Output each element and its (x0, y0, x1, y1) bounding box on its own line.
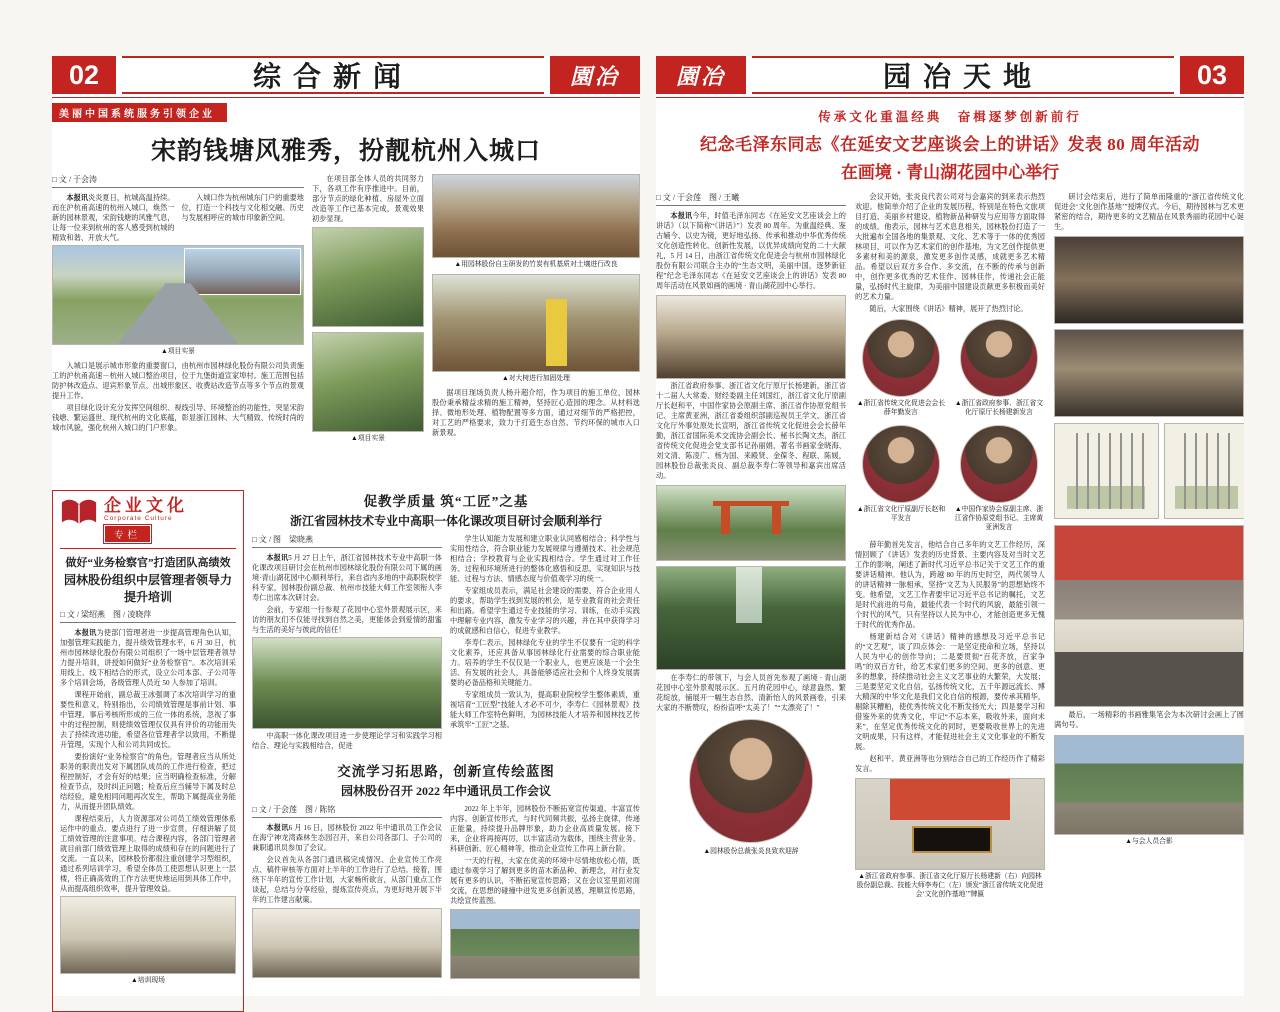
paragraph: 会前，专家组一行参观了花园中心室外景观展示区，来访的朋友们不仅能寻找到自然之美，更能体会到爱情的甜蜜与生活的美好与彼此的信任！ (252, 606, 442, 634)
newspaper-page-03 (656, 56, 1244, 996)
paragraph: 随后，大家围绕《讲话》精神，展开了热烈讨论。 (869, 305, 1028, 313)
lede: 本报讯 (266, 824, 289, 832)
paragraph: 在李寿仁的带领下，与会人员首先参观了画境 · 青山湖花园中心室外景观展示区。五月的花园中心，绿意盎然、繁花绽放，铺展开一幅生态自然、清新怡人的风景画卷，引来大家的不断赞叹，纷纷直呼“太美了！”“太漂亮了！” (656, 674, 846, 712)
photo-caption: ▲浙江省政府参事、浙江省文化厅原厅长杨建新发言 (954, 400, 1044, 416)
paragraph: 薛年勤首先发言，他结合自己多年的文艺工作经历，深情回顾了《讲话》发表的历史背景、主要内容及对当时文艺工作的影响，阐述了新时代习近平总书记关于文艺工作的重要讲话精神。他认为，跨越 80 年的历史时空，两代领导人的讲话精神一脉相承，坚持“文艺为人民服务”的思想始终不变。他希望，文艺工作者要牢记习近平总书记的嘱托，文艺是时代前进的号角，最能代表一个时代的风貌，最能引领一个时代的风气，只有坚持以人民为中心，才能创造更多无愧于时代的优秀作品。 (855, 541, 1045, 629)
paragraph: 研讨会结束后，进行了简单而隆重的“浙江省传统文化促进会‘文化创作基地’”授牌仪式。今后，期待园林与艺术更紧密的结合，期待更多的文艺精品在风景秀丽的花园中心诞生。 (1054, 193, 1244, 231)
page-number: 03 (1180, 56, 1244, 94)
paragraph: 李寿仁表示，园林绿化专业的学生不仅要有一定的科学文化素养，还应具备从事园林绿化行业需要的综合职业能力。培养的学生不仅仅是一个职业人，也更应该是一个会生活、有发展的社会人，具备能够适应社会和个人终身发展需要的必备品格和关键能力。 (450, 639, 640, 687)
paragraph: 浙江省政府参事、浙江省文化厅原厅长杨建新，浙江省十二届人大常委、财经委副主任刘国红，浙江省文化厅原副厅长赵和平，中国作家协会原副主席、浙江省作协原党组书记、主席黄亚洲，浙江省委组织部副巡视员王学文，浙江省文化厅外事处原处长宣明，浙江省传统文化促进会会长薛年勤，浙江省国际美术交流协会副会长、秘书长陶文杰，浙江省传统文化促进会党支部书记孙丽娟，著名书画家金晓海、刘文清、陈凌广、杨为国、来殿贤、金葆冬、程联、陈媛，园林股份总裁张炎良、副总裁李寿仁等领导和嘉宾出席活动。 (656, 382, 846, 480)
paragraph: 课程开始前，副总裁王冰强调了本次培训学习的重要性和意义，特别指出，公司绩效管理是事前计划、事中管理、事后考核所形成的三位一体的系统，忽视了事中的过程控制，则使绩效管理仅仅具有评价的功能而失去了持续改进功能，希望各位管理者学以致用，不断提升管理，实现个人和公司共同成长。 (60, 691, 236, 749)
paragraph-text: 5 月 27 日上午，浙江省园林技术专业中高职一体化课改项目研讨会在杭州市园林绿化股份有限公司下属的画境·青山湖花园中心顺利举行，来自省内多地的中高职院校学科专家，园林股份副总裁、杭州市技能大师工作室领衔人李寿仁出席本次研讨会。 (252, 554, 442, 602)
column-tag: 专栏 (104, 525, 151, 543)
photo-caption: ▲浙江省文化厅原副厅长赵和平发言 (856, 506, 946, 522)
article3-headline-1: 交流学习拓思路，创新宣传绘蓝图 (337, 764, 555, 779)
article1-body (52, 174, 640, 484)
paragraph (52, 193, 175, 243)
photo-caption: ▲园林股份总裁张炎良致欢迎辞 (703, 848, 799, 855)
photo-outdoor-group (450, 909, 640, 979)
lede: 本报讯 (670, 212, 693, 220)
page-header (656, 56, 1244, 94)
photo-caption: ▲培训现场 (131, 977, 165, 984)
culture-subtitle: Corporate Culture (104, 515, 173, 522)
newspaper-logo: 園冶 (656, 56, 746, 94)
article3 (252, 760, 640, 979)
photo-zhang-yanliang-portrait (689, 719, 813, 843)
lede: 本报讯 (74, 629, 97, 637)
article3-headline-2: 园林股份召开 2022 年中通讯员工作会议 (340, 784, 551, 798)
article3-byline: □ 文 / 于会莲 图 / 陈铭 (252, 804, 442, 818)
paragraph: 中高职一体化课改项目进一步使理论学习和实践学习相结合、理论与实践相结合，促进 (252, 732, 442, 750)
photo-caption: ▲浙江省政府参事、浙江省文化厅原厅长杨建新（右）向园林股份副总裁、技能大师李寿仁（左）颁发“浙江省传统文化促进会‘文化创作基地’”牌匾 (856, 873, 1044, 898)
photo-huang-yazhou-portrait (960, 425, 1038, 503)
speaker-portraits (855, 319, 1045, 537)
paragraph (252, 823, 442, 853)
book-icon (60, 497, 98, 532)
paragraph: 最后，一场精彩的书画雅集笔会为本次研讨会画上了圆满句号。 (1054, 711, 1244, 729)
paragraph-text: 6 月 16 日，园林股份 2022 年中通讯员工作会议在海宁神龙湾森林生态园召开，来自公司各部门、子公司的兼职通讯员参加了会议。 (252, 824, 442, 852)
photo-artists-writing (1054, 329, 1244, 417)
paragraph-text: 炎炎夏日，杭城高温持续。而在沪杭甬高速的杭州入城口，焕然一新的园林景观，宋韵钱塘的风雅气息，让每一位来到杭州的客人感受到杭城的精致和谐、开放大气。 (52, 194, 175, 242)
page-header (52, 56, 640, 94)
paragraph: 一天的行程，大家在优美的环境中尽情地放松心情，既通过参观学习了解到更多的苗木新品种、新理念，对行业发展有更多的认识，不断拓宽宣传思路；又在会议室里面对面交流，在思想的碰撞中迸发更多创新灵感，理顺宣传思路，共绘宣传蓝图。 (450, 857, 640, 905)
paragraph: 杨建新结合对《讲话》精神的感想及习近平总书记的“文艺观”，谈了四点体会：一是坚定使命和立场，坚持以人民为中心的创作导向；二是要贯彻“百花齐放，百家争鸣”的双百方针，给艺术家们更多的空间、更多的创意、更多的想象，持续推动社会主义文艺事业的大繁荣，大发展；三是要坚定文化自信，弘扬传统文化，五千年源远流长、博大精深的中华文化是我们文化自信的根源，要传承其精华，剔除其糟粕，使优秀传统文化不断发扬光大；四是要学习和借鉴外来的优秀文化，牢记“不忘本来，吸收外来，面向未来”，在坚定优秀传统文化的同时，更要吸收世界上的先进文明成果，只有这样，才能促进社会主义文化事业的不断发展。 (855, 633, 1045, 751)
article-body (656, 192, 1244, 1004)
article2-headline-1: 促教学质量 筑“工匠”之基 (363, 494, 529, 509)
paragraph: 据项目现场负责人杨升超介绍，作为项目的施工单位，园林股份秉承精益求精的施工精神，坚持匠心造园的理念。从材料选择、微地形处理、植物配置等多方面，通过对细节的严格把控，对工艺的严格要求，致力于打造生态自然、节约环保的城市入口新景观。 (432, 389, 640, 437)
paragraph (656, 211, 846, 291)
paragraph: 赵和平、黄亚洲等也分别结合自己的工作经历作了精彩发言。 (855, 755, 1045, 773)
paragraph: 要扮演好“业务检察官”的角色，管理者应当从所处职务的职责出发对下属团队成员的工作进行检查，把过程控制好，才会有好的结果；应当明确检查标准，分解检查节点，及时纠正问题；检查后应当辅导下属及时总结经验，避免相同问题再次发生，帮助下属提高业务能力，从而提升团队绩效。 (60, 753, 236, 811)
photo-painting-work (1054, 423, 1159, 519)
photo-garden-waterfall (656, 566, 846, 670)
header-rule (656, 97, 1244, 98)
photo-correspondent-meeting (252, 908, 442, 978)
photo-yang-jianxin-portrait (960, 319, 1038, 397)
paragraph (252, 553, 442, 603)
photo-attendees-group (1054, 735, 1244, 835)
corporate-culture-box (52, 490, 244, 1012)
photo-xue-nianqin-portrait (862, 319, 940, 397)
paragraph: 专家组成员表示，满足社会建设的需要，符合企业用人的要求，帮助学生找到发展的机会，是专业教育的社会责任和出路。希望学生通过专业技能的学习、训练，在动手实践中理解专业内容，激发专业学习的兴趣，并在其中获得学习的成就感和自信心，促进专业教学。 (450, 587, 640, 635)
article-headline-1: 纪念毛泽东同志《在延安文艺座谈会上的讲话》发表 80 周年活动 (700, 135, 1200, 154)
section-masthead: 综合新闻 (122, 56, 544, 94)
article-headline-2: 在画境 · 青山湖花园中心举行 (840, 163, 1060, 182)
photo-caption: ▲项目实景 (161, 348, 195, 355)
header-rule (52, 97, 640, 98)
paragraph: 会议首先从各部门通讯稿完成情况、企业宣传工作亮点、稿件审核等方面对上半年的工作进行了总结。接着，围绕下半年的宣传工作计划，大家畅所欲言，从部门重点工作谈起，总结与分享经验，提炼宣传亮点，为更好地开展下半年的工作建言献策。 (252, 856, 442, 904)
photo-plaque-presentation (855, 778, 1045, 870)
photo-aerial-entrance (52, 245, 304, 345)
photo-roadside-green-1 (312, 227, 424, 327)
article1-headline: 宋韵钱塘风雅秀，扮靓杭州入城口 (150, 138, 541, 165)
section-masthead: 园冶天地 (752, 56, 1174, 94)
photo-training-session (60, 896, 236, 974)
paragraph-text: 为使部门管理者进一步提高管理角色认知，加强管理实践能力，提升绩效管理水平，6 月 30 日，杭州市园林绿化股份有限公司组织了一场中层管理者领导力提升培训，讲授如何做好“业务检察官”。本次培训采用线上、线下相结合的形式，设立公司本部、子公司等多个培训会场，各级管理人员近 50 人参加了培训。 (60, 629, 236, 687)
photo-calligraphy-table (1054, 236, 1244, 324)
article-byline: □ 文 / 于会莲 图 / 王曦 (656, 192, 846, 206)
photo-symposium-hall (656, 295, 846, 379)
photo-caption: ▲与会人员合影 (1125, 838, 1173, 845)
newspaper-page-02 (52, 56, 640, 996)
paragraph: 专家组成员一致认为，提高职业院校学生整体素质，重视培育“工匠型”技能人才必不可少，李寿仁《园林景观》技能大师工作室特色鲜明，为园林技能人才培养和园林技艺传承筑牢“工匠”之基。 (450, 691, 640, 729)
photo-caption: ▲中国作家协会原副主席、浙江省作协原党组书记、主席黄亚洲发言 (954, 506, 1044, 531)
paragraph: 项目绿化设计充分发挥空间组织、视线引导、环境整治的功能性，突显宋韵钱塘、繁运盛世、现代杭州的文化底蕴，彰显浙江园林、大气精致、传统时尚的城市风貌，强化杭州入城口的门户形象。 (52, 404, 304, 432)
paragraph-text: 今年，时值毛泽东同志《在延安文艺座谈会上的讲话》（以下简称“《讲话》”）发表 80 周年。为重温经典、鉴古辅今、以史为镜，更好地弘扬、传承和推动中华优秀传统文化创造性转化、创新性发展，以优异成绩向党的二十大献礼，5 月 14 日，由浙江省传统文化促进会与杭州市园林绿化股份有限公司联合主办的“生态文明，美丽中国，逐梦新征程”纪念毛泽东同志《在延安文艺座谈会上的讲话》发表 80 周年活动在风景如画的画境 · 青山湖花园中心举行。 (656, 212, 846, 290)
photo-garden-group-torii (656, 485, 846, 561)
culture-headline-2: 园林股份组织中层管理者领导力提升培训 (63, 573, 232, 604)
paragraph: 入城口是展示城市形象的重要窗口，由杭州市园林绿化股份有限公司负责施工的沪杭甬高速－杭州入城口整治项目，位于九堡街道宣家埠村。施工范围包括防护林改造点、迎宾形象节点、出城形象区、收费站改造节点等多个节点的景观提升工作。 (52, 362, 304, 400)
newspaper-logo: 園冶 (550, 56, 640, 94)
slogan-banner: 美丽中国系统服务引领企业 (52, 103, 227, 122)
culture-title: 企业文化 (104, 496, 188, 515)
culture-byline: □ 文 / 梁绍燕 图 / 凌晓萍 (60, 609, 236, 623)
lede: 本报讯 (66, 194, 89, 202)
photo-zhao-heping-portrait (862, 425, 940, 503)
article2 (252, 490, 640, 753)
photo-toll-station-inset (184, 248, 301, 295)
photo-huixian-hall-scroll (1054, 525, 1244, 707)
photo-tree-anchoring (432, 274, 640, 372)
article1-byline: □ 文 / 于会涛 (52, 174, 304, 188)
page-number: 02 (52, 56, 116, 94)
paragraph (60, 628, 236, 688)
culture-headline-1: 做好“业务检察官”打造团队高绩效 (65, 557, 231, 569)
paragraph: 入城口作为杭州城东门户的重要地位，打造一个科技与文化相交融、历史与发展相呼应的城市印象新空间。 (181, 194, 304, 222)
paragraph: 会议开始，张炎良代表公司对与会嘉宾的到来表示热烈欢迎。他简单介绍了企业的发展历程，特别是在特色文旅项目打造、美丽乡村建设、植物新品种研发与应用等方面取得的成绩。他表示，园林与艺术息息相关，园林股份打造了一大批遍布全国各地的集景观、文化、艺术等于一体的优秀园林项目，可以作为艺术家们的创作基地，为文艺创作提供更多素材和美的源泉，激发更多创作灵感，成就更多艺术精品。希望以后双方多合作、多交流，在不断的传承与创新中，创作更多优秀的艺术佳作、园林佳作，传递社会正能量，弘扬时代主旋律，为美丽中国建设贡献更多积极而美好的艺术力量。 (855, 193, 1045, 301)
photo-caption: ▲用园林股份自主研发的竹炭有机基质对土壤进行改良 (454, 261, 618, 268)
lede: 本报讯 (266, 554, 289, 562)
article2-byline: □ 文 / 图 梁晓燕 (252, 534, 442, 548)
paragraph: 在项目部全体人员的共同努力下，各项工作有序推进中。目前，部分节点的绿化种植、房屋外立面改造等工作已基本完成，景观效果初步显现。 (312, 175, 424, 223)
photo-caption: ▲浙江省传统文化促进会会长薛年勤发言 (856, 400, 946, 416)
article-kicker: 传承文化重温经典 奋楫逐梦创新前行 (818, 110, 1082, 124)
article2-headline-2: 浙江省园林技术专业中高职一体化课改项目研讨会顺利举行 (289, 514, 602, 528)
paragraph: 2022 年上半年，园林股份不断拓宽宣传渠道、丰富宣传内容、创新宣传形式，与时代同频共振，弘扬主旋律，传递正能量，持续提升品牌形象，助力企业高质量发展。接下来，企业将再接再厉，以丰富活动为载体，围绕主营业务、科研创新、匠心精神等，推动企业宣传工作再上新台阶。 (450, 805, 640, 853)
photo-caption: ▲项目实景 (351, 435, 385, 442)
paragraph: 课程结束后，人力资源部对公司员工绩效管理体系运作中的重点、要点进行了进一步宣贯，仔细讲解了员工绩效管理的注意事项。结合课程内容，各部门管理者就目前部门绩效管理上取得的成绩和存在的问题进行了交流。一直以来，园林股份都很注重创建学习型组织，通过系列培训学习，希望全体员工使思想认识更上一层楼，将正确高效的工作方法更快地运用到具体工作中，从而提高组织效率，提升管理效益。 (60, 815, 236, 893)
photo-garden-showcase (252, 637, 442, 729)
photo-caption: ▲对大树进行加固处理 (502, 375, 570, 382)
photo-roadside-green-2 (312, 332, 424, 432)
photo-calligraphy-work (1164, 423, 1245, 519)
photo-soil-improvement (432, 174, 640, 258)
paragraph: 学生认知能力发展和建立职业认同感相结合；科学性与实用性结合，符合职业能力发展规律与遵循技术、社会规范相结合；学校教育与企业实践相结合。学生通过对工作任务、过程和环境所进行的整体化感悟和反思，实现知识与技能、过程与方法、情感态度与价值观学习的统一。 (450, 535, 640, 583)
